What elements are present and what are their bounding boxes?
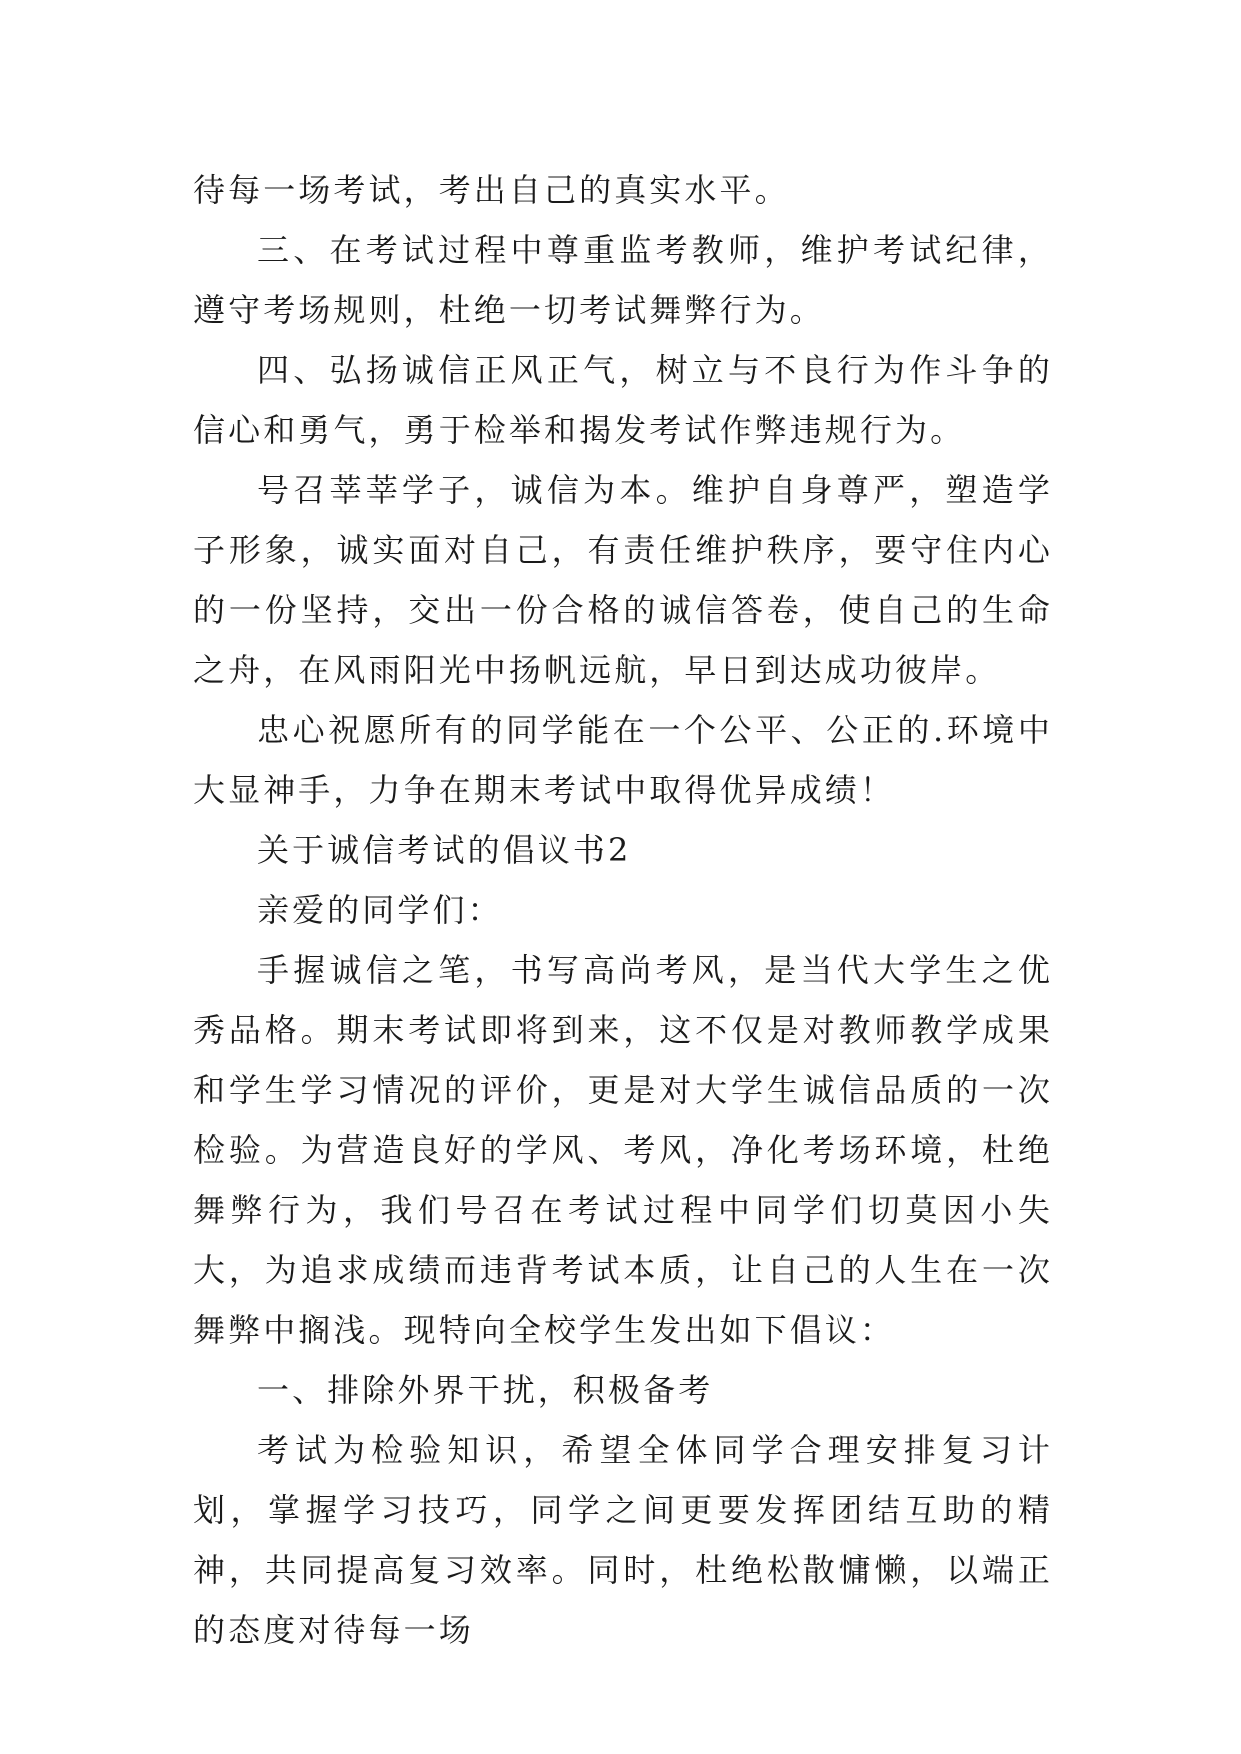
salutation: 亲爱的同学们：: [257, 891, 503, 929]
paragraph-item-four: 四、弘扬诚信正风正气，树立与不良行为作斗争的信心和勇气，勇于检举和揭发考试作弊违规行为。: [193, 351, 1053, 449]
document-body: [193, 160, 1053, 1660]
section-title: 关于诚信考试的倡议书2: [257, 831, 632, 869]
paragraph-item-three: 三、在考试过程中尊重监考教师，维护考试纪律，遵守考场规则，杜绝一切考试舞弊行为。: [193, 231, 1053, 329]
paragraph-exam-preparation: 考试为检验知识，希望全体同学合理安排复习计划，掌握学习技巧，同学之间更要发挥团结互助的精神，共同提高复习效率。同时，杜绝松散慵懒，以端正的态度对待每一场: [193, 1431, 1053, 1649]
paragraph-intro: 手握诚信之笔，书写高尚考风，是当代大学生之优秀品格。期末考试即将到来，这不仅是对教师教学成果和学生学习情况的评价，更是对大学生诚信品质的一次检验。为营造良好的学风、考风，净化考场环境，杜绝舞弊行为，我们号召在考试过程中同学们切莫因小失大，为追求成绩而违背考试本质，让自己的人生在一次舞弊中搁浅。现特向全校学生发出如下倡议：: [193, 951, 1053, 1349]
paragraph-continuation: 待每一场考试，考出自己的真实水平。: [193, 171, 790, 209]
subheading-item-one: 一、排除外界干扰，积极备考: [257, 1371, 714, 1409]
paragraph-wishes: 忠心祝愿所有的同学能在一个公平、公正的.环境中大显神手，力争在期末考试中取得优异成绩！: [193, 711, 1053, 809]
paragraph-call-to-action: 号召莘莘学子，诚信为本。维护自身尊严，塑造学子形象，诚实面对自己，有责任维护秩序，要守住内心的一份坚持，交出一份合格的诚信答卷，使自己的生命之舟，在风雨阳光中扬帆远航，早日到达成功彼岸。: [193, 471, 1053, 689]
